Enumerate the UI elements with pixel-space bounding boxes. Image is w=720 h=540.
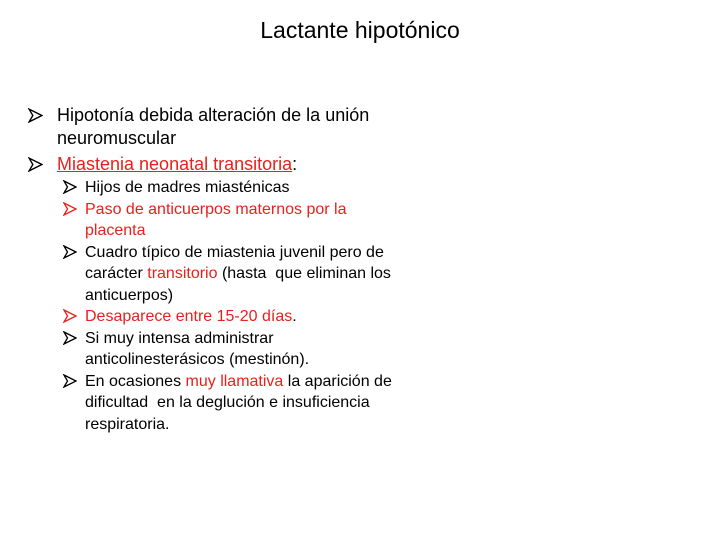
sub-bullet-intensa-line1: Si muy intensa administrar (85, 329, 274, 347)
sub-bullet-cuadro (63, 242, 463, 307)
sub-bullet-hijos-text: Hijos de madres miasténicas (85, 179, 290, 196)
miastenia-heading: Miastenia neonatal transitoria (57, 154, 293, 174)
sub-bullet-ocasiones-llamativa: muy llamativa (185, 372, 284, 390)
sub-bullet-ocasiones-line1b: la aparición de (283, 372, 392, 390)
arrowhead-bullet-icon (63, 309, 77, 323)
arrowhead-bullet-icon (63, 245, 77, 259)
sub-bullet-cuadro-line3: anticuerpos) (85, 286, 174, 304)
arrowhead-bullet-icon (28, 108, 43, 123)
arrowhead-bullet-icon (63, 331, 77, 345)
sub-bullet-intensa-line2: anticolinesterásicos (mestinón). (85, 351, 310, 368)
sub-bullet-ocasiones-line1a: En ocasiones (85, 372, 186, 390)
bullet-miastenia (28, 153, 468, 176)
bullet-hipotonia (28, 104, 468, 150)
sub-bullet-ocasiones-line2: dificultad en la deglución e insuficiencia (85, 394, 370, 411)
arrowhead-bullet-icon (28, 157, 43, 172)
slide-title: Lactante hipotónico (260, 17, 460, 43)
bullet-hipotonia-line2: neuromuscular (57, 128, 177, 148)
sub-bullet-paso-line2: placenta (85, 222, 146, 239)
sub-bullet-hijos (63, 177, 463, 199)
bullet-hipotonia-line1: Hipotonía debida alteración de la unión (57, 105, 370, 125)
sub-bullet-ocasiones (63, 371, 463, 436)
sub-bullet-desaparece (63, 306, 463, 328)
sub-bullet-intensa (63, 328, 463, 371)
sub-bullet-cuadro-line1: Cuadro típico de miastenia juvenil pero de (85, 243, 384, 261)
sub-bullet-cuadro-line2a: carácter (85, 265, 148, 282)
arrowhead-bullet-icon (63, 180, 77, 194)
sub-bullet-paso (63, 199, 463, 242)
arrowhead-bullet-icon (63, 202, 77, 216)
sub-bullet-desaparece-text: Desaparece entre 15-20 días (85, 308, 293, 325)
miastenia-colon: : (292, 154, 298, 174)
arrowhead-bullet-icon (63, 374, 77, 388)
sub-bullet-cuadro-line2b: (hasta que eliminan los (217, 265, 391, 282)
sub-bullet-ocasiones-line3: respiratoria. (85, 415, 170, 433)
sub-bullet-paso-line1: Paso de anticuerpos maternos por la (85, 200, 347, 218)
sub-bullet-cuadro-transitorio: transitorio (147, 265, 218, 282)
sub-bullet-desaparece-period: . (292, 308, 297, 325)
